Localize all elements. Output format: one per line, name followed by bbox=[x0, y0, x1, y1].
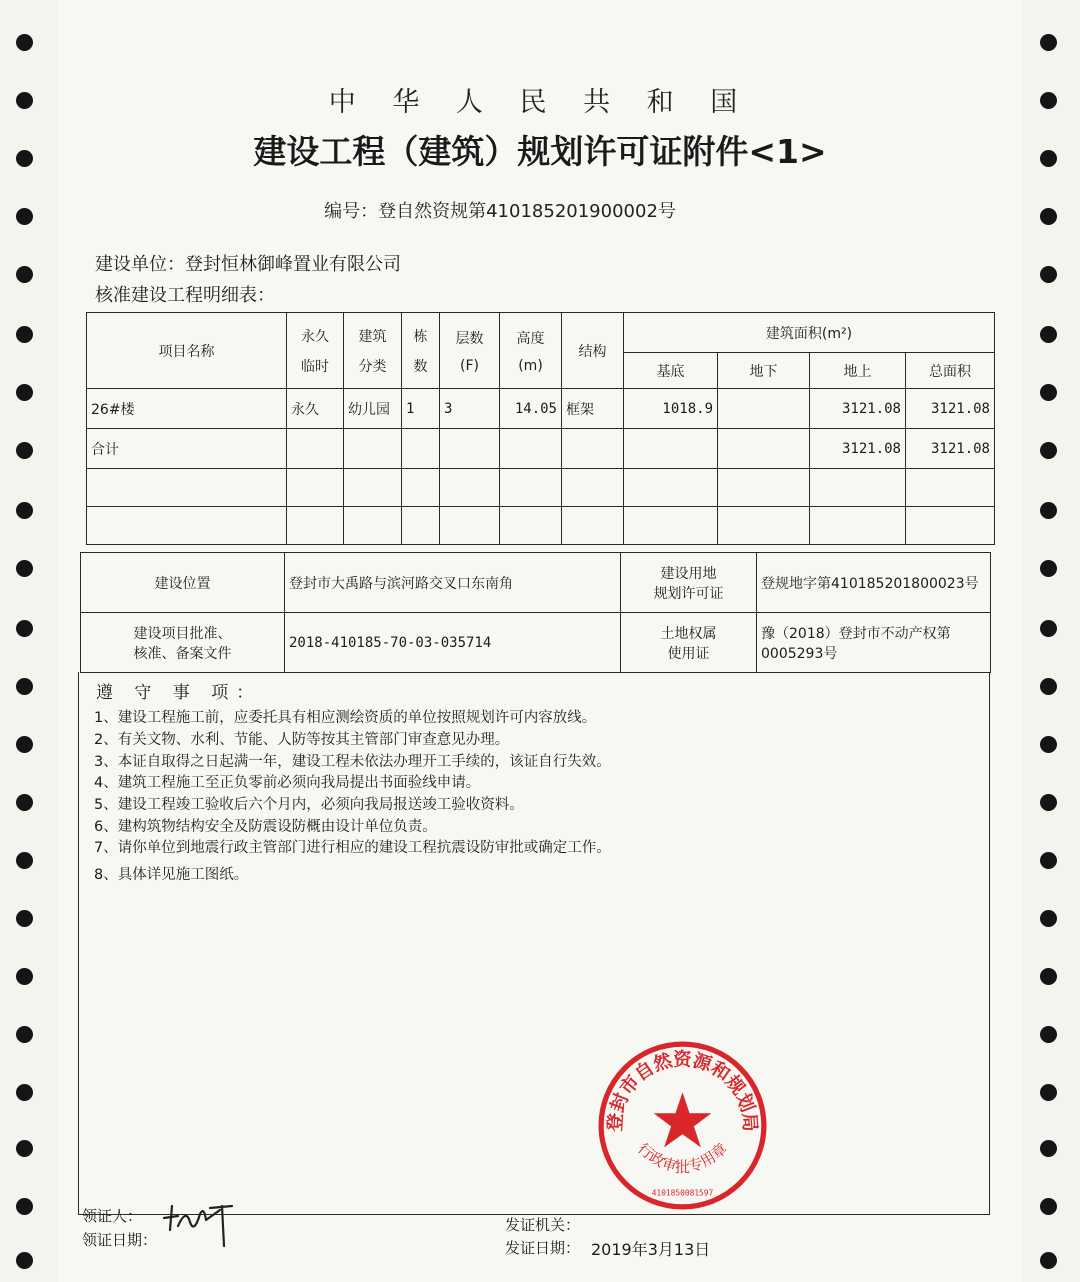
land-permit-label-line1: 建设用地 bbox=[660, 565, 717, 582]
header-floors-line1: 层数 bbox=[455, 330, 484, 347]
header-above: 地上 bbox=[810, 353, 906, 389]
construction-unit-value: 登封恒林御峰置业有限公司 bbox=[185, 254, 401, 275]
cell-total: 3121.08 bbox=[906, 389, 995, 429]
header-height-line2: (m) bbox=[518, 357, 543, 374]
serial-number: 编号：登自然资规第410185201900002号 bbox=[324, 201, 676, 222]
header-blocks-line2: 数 bbox=[413, 358, 428, 375]
detail-table-title: 核准建设工程明细表： bbox=[95, 285, 275, 306]
header-floors bbox=[440, 313, 500, 389]
perforation-hole bbox=[1040, 736, 1057, 753]
cell-structure: 框架 bbox=[562, 389, 624, 429]
header-structure: 结构 bbox=[562, 313, 624, 389]
perforation-hole bbox=[16, 620, 33, 637]
cell-base: 1018.9 bbox=[624, 389, 718, 429]
document-title: 建设工程（建筑）规划许可证附件<1> bbox=[253, 132, 827, 171]
project-table bbox=[86, 312, 995, 545]
cell-blocks bbox=[402, 429, 440, 469]
note-item: 6、建构筑物结构安全及防震设防概由设计单位负责。 bbox=[94, 819, 437, 835]
location-label: 建设位置 bbox=[81, 553, 285, 613]
cell-floors bbox=[440, 429, 500, 469]
seal-outer-text: 登封市自然资源和规划局 bbox=[604, 1049, 761, 1133]
perforation-hole bbox=[16, 794, 33, 811]
perforation-hole bbox=[1040, 968, 1057, 985]
cell-height: 14.05 bbox=[500, 389, 562, 429]
header-blocks-line1: 栋 bbox=[413, 328, 428, 345]
cell-structure bbox=[562, 429, 624, 469]
country-title: 中 华 人 民 共 和 国 bbox=[328, 87, 752, 118]
header-category-line1: 建筑 bbox=[358, 328, 387, 345]
cell-above: 3121.08 bbox=[810, 389, 906, 429]
perforation-hole bbox=[16, 1198, 33, 1215]
header-category bbox=[344, 313, 402, 389]
perforation-hole bbox=[16, 502, 33, 519]
perforation-hole bbox=[1040, 620, 1057, 637]
header-total: 总面积 bbox=[906, 353, 995, 389]
cell-cat: 幼儿园 bbox=[344, 389, 402, 429]
note-item: 3、本证自取得之日起满一年，建设工程未依法办理开工手续的，该证自行失效。 bbox=[94, 754, 611, 770]
issuer-label: 发证机关： bbox=[505, 1216, 581, 1234]
approval-label bbox=[81, 613, 285, 673]
table-row-empty bbox=[87, 469, 995, 507]
seal-number: 4101850081597 bbox=[651, 1188, 714, 1198]
cell-below bbox=[718, 389, 810, 429]
receive-date-label: 领证日期： bbox=[82, 1231, 158, 1249]
perforation-hole bbox=[1040, 678, 1057, 695]
note-item: 5、建设工程竣工验收后六个月内，必须向我局报送竣工验收资料。 bbox=[94, 797, 524, 813]
perforation-hole bbox=[16, 326, 33, 343]
approval-label-line1: 建设项目批准、 bbox=[133, 625, 232, 642]
header-floor-area: 建筑面积(m²) bbox=[624, 313, 995, 353]
cell-name: 合计 bbox=[87, 429, 287, 469]
perforation-hole bbox=[1040, 794, 1057, 811]
table-row bbox=[87, 389, 995, 429]
header-base: 基底 bbox=[624, 353, 718, 389]
perforation-hole bbox=[1040, 560, 1057, 577]
header-permanence-line1: 永久 bbox=[301, 328, 329, 345]
issue-date-label: 发证日期： bbox=[505, 1239, 581, 1257]
header-permanence-line2: 临时 bbox=[301, 358, 329, 375]
land-cert-label bbox=[621, 613, 757, 673]
note-item: 4、建筑工程施工至正负零前必须向我局提出书面验线申请。 bbox=[94, 775, 481, 791]
cell-base bbox=[624, 429, 718, 469]
star-icon bbox=[654, 1092, 712, 1147]
land-cert-label-line1: 土地权属 bbox=[660, 625, 717, 642]
note-item: 7、请你单位到地震行政主管部门进行相应的建设工程抗震设防审批或确定工作。 bbox=[94, 840, 611, 856]
perforation-hole bbox=[1040, 384, 1057, 401]
perforation-hole bbox=[1040, 34, 1057, 51]
cell-cat bbox=[344, 429, 402, 469]
perforation-hole bbox=[16, 910, 33, 927]
header-height bbox=[500, 313, 562, 389]
cell-perm bbox=[287, 429, 344, 469]
header-height-line1: 高度 bbox=[516, 330, 545, 347]
cell-floors: 3 bbox=[440, 389, 500, 429]
note-item: 8、具体详见施工图纸。 bbox=[94, 867, 249, 883]
land-permit-value: 登规地字第410185201800023号 bbox=[757, 553, 991, 613]
perforation-hole bbox=[1040, 1026, 1057, 1043]
location-value: 登封市大禹路与滨河路交叉口东南角 bbox=[285, 553, 621, 613]
perforation-hole bbox=[16, 34, 33, 51]
construction-unit-label: 建设单位： bbox=[95, 254, 185, 275]
header-below: 地下 bbox=[718, 353, 810, 389]
land-permit-label-line2: 规划许可证 bbox=[653, 585, 724, 602]
cell-perm: 永久 bbox=[287, 389, 344, 429]
land-cert-value-line1: 豫（2018）登封市不动产权第 bbox=[761, 625, 951, 642]
cell-name: 26#楼 bbox=[87, 389, 287, 429]
perforation-hole bbox=[16, 1084, 33, 1101]
approval-label-line2: 核准、备案文件 bbox=[133, 645, 232, 662]
perforation-hole bbox=[1040, 326, 1057, 343]
perforation-hole bbox=[16, 736, 33, 753]
official-seal bbox=[595, 1038, 770, 1213]
construction-unit bbox=[95, 250, 401, 276]
perforation-hole bbox=[16, 1026, 33, 1043]
perforation-hole bbox=[16, 384, 33, 401]
perforation-hole bbox=[16, 968, 33, 985]
perforation-hole bbox=[1040, 266, 1057, 283]
perforation-hole bbox=[16, 266, 33, 283]
header-project-name: 项目名称 bbox=[87, 313, 287, 389]
perforation-hole bbox=[1040, 1252, 1057, 1269]
cell-below bbox=[718, 429, 810, 469]
header-category-line2: 分类 bbox=[358, 358, 387, 375]
perforation-hole bbox=[1040, 1198, 1057, 1215]
land-permit-label bbox=[621, 553, 757, 613]
header-floors-line2: (F) bbox=[460, 357, 479, 374]
cell-above: 3121.08 bbox=[810, 429, 906, 469]
perforation-hole bbox=[16, 1140, 33, 1157]
receiver-label: 领证人： bbox=[82, 1207, 143, 1225]
notes-heading: 遵 守 事 项： bbox=[96, 683, 262, 703]
land-cert-label-line2: 使用证 bbox=[667, 645, 710, 662]
approval-value: 2018-410185-70-03-035714 bbox=[285, 613, 621, 673]
land-cert-value bbox=[757, 613, 991, 673]
perforation-hole bbox=[1040, 442, 1057, 459]
cell-height bbox=[500, 429, 562, 469]
perforation-hole bbox=[1040, 852, 1057, 869]
table-row bbox=[87, 429, 995, 469]
seal-inner-text: 行政审批专用章 bbox=[634, 1139, 731, 1176]
note-item: 2、有关文物、水利、节能、人防等按其主管部门审查意见办理。 bbox=[94, 732, 510, 748]
perforation-hole bbox=[1040, 910, 1057, 927]
land-cert-value-line2: 0005293号 bbox=[761, 645, 838, 662]
location-table bbox=[80, 552, 991, 673]
perforation-hole bbox=[16, 678, 33, 695]
cell-blocks: 1 bbox=[402, 389, 440, 429]
perforation-hole bbox=[1040, 502, 1057, 519]
perforation-hole bbox=[16, 852, 33, 869]
table-row-empty bbox=[87, 507, 995, 545]
header-permanence bbox=[287, 313, 344, 389]
handwritten-signature bbox=[160, 1196, 240, 1252]
header-blocks bbox=[402, 313, 440, 389]
perforation-hole bbox=[16, 560, 33, 577]
perforation-hole bbox=[1040, 1140, 1057, 1157]
perforation-hole bbox=[16, 442, 33, 459]
perforation-hole bbox=[16, 1252, 33, 1269]
issue-date: 2019年3月13日 bbox=[591, 1240, 711, 1259]
note-item: 1、建设工程施工前，应委托具有相应测绘资质的单位按照规划许可内容放线。 bbox=[94, 710, 597, 726]
perforation-hole bbox=[1040, 1084, 1057, 1101]
cell-total: 3121.08 bbox=[906, 429, 995, 469]
perforation-hole bbox=[1040, 208, 1057, 225]
